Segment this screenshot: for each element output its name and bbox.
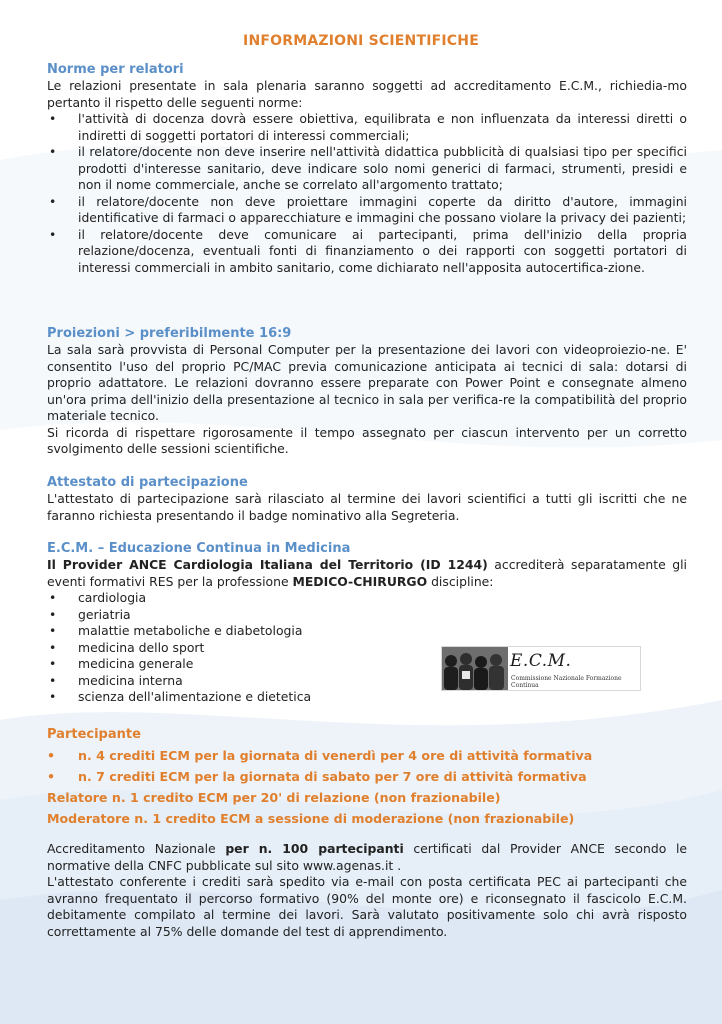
bullet: • [49, 226, 57, 242]
bullet: • [49, 672, 57, 688]
list-item: • malattie metaboliche e diabetologia [49, 623, 303, 638]
bullet: • [49, 193, 57, 209]
bullet: • [49, 144, 57, 159]
relatore-credit: Relatore n. 1 credito ECM per 20' di relazione (non frazionabile) [47, 790, 501, 805]
list-item: • geriatria [49, 606, 131, 622]
page-title: INFORMAZIONI SCIENTIFICHE [243, 33, 479, 49]
proiezioni-para1: La sala sarà provvista di Personal Computer per la presentazione dei lavori con videoproiezio-ne. E' consentito l'uso del proprio PC/MAC previa comunicazione anticipata ai tecnici di sala: dotarsi di proprio adattatore. Le relazioni dovranno essere preparate con Power Point e consegnate almeno un'ora prima dell'inizio della presentazione al tecnico in sala per verifica-re la compatibilità del proprio materiale tecnico. [47, 342, 687, 423]
ecm-logo-text: E.C.M. [510, 651, 572, 671]
list-item: • scienza dell'alimentazione e dietetica [49, 689, 312, 704]
heading-partecipante: Partecipante [47, 727, 141, 742]
bullet: • [49, 689, 57, 704]
bullet: • [49, 590, 57, 605]
section-partecipante [47, 726, 687, 829]
list-item: • cardiologia [49, 590, 147, 605]
bullet: • [49, 111, 57, 126]
credit-item: • n. 7 crediti ECM per la giornata di sabato per 7 ore di attività formativa [47, 766, 687, 787]
bullet: • [49, 606, 57, 622]
bullet: • [47, 769, 56, 784]
list-item: • l'attività di docenza dovrà essere obiettiva, equilibrata e non influenzata da interessi diretti o indiretti di soggetti portatori di interessi commerciali; [49, 111, 687, 143]
proiezioni-para2: Si ricorda di rispettare rigorosamente il tempo assegnato per ciascun intervento per un corretto svolgimento delle sessioni scientifiche. [47, 424, 687, 456]
heading-ecm: E.C.M. – Educazione Continua in Medicina [47, 541, 351, 556]
accreditamento-text: Accreditamento Nazionale per n. 100 partecipanti certificati dal Provider ANCE secondo le normative della CNFC pubblicate sul sito www.agenas.it . [47, 841, 688, 873]
heading-norme: Norme per relatori [47, 62, 184, 77]
norme-list [47, 111, 687, 276]
list-item: • il relatore/docente deve comunicare ai partecipanti, prima dell'inizio della propria relazione/docenza, eventuali fonti di finanziamento o dei rapporti con soggetti portatori di interessi commerciali in ambito sanitario, come dichiarato nell'apposita autocertifica-zione. [49, 226, 687, 275]
accreditamento-para2: L'attestato conferente i crediti sarà spedito via e-mail con posta certificata PEC ai partecipanti che avranno frequentato il percorso formativo (90% del monte ore) e riconsegnato il fascicolo E.C.M. debitamente compilato al termine dei lavori. Sarà valutato positivamente solo chi avrà risposto correttamente al 75% delle domande del test di apprendimento. [47, 874, 687, 939]
section-accreditamento [47, 841, 687, 940]
credit-item: • n. 4 crediti ECM per la giornata di venerdì per 4 ore di attività formativa [47, 745, 687, 766]
list-item: • il relatore/docente non deve proiettare immagini coperte da diritto d'autore, immagini identificative di farmaci o apparecchiature e immagini che possano violare la privacy dei pazienti; [49, 193, 687, 225]
ecm-provider: Il Provider ANCE Cardiologia Italiana del Territorio (ID 1244) accrediterà separatamente gli eventi formativi RES per la professione MEDICO-CHIRURGO discipline: [47, 557, 687, 589]
heading-proiezioni: Proiezioni > preferibilmente 16:9 [47, 326, 292, 341]
list-item: • medicina dello sport [49, 639, 205, 655]
bullet: • [49, 656, 57, 671]
norme-intro: Le relazioni presentate in sala plenaria saranno soggetti ad accreditamento E.C.M., richiedia-mo pertanto il rispetto delle seguenti norme: [47, 78, 687, 110]
section-proiezioni [47, 325, 687, 458]
bullet: • [49, 623, 57, 638]
list-item: • medicina generale [49, 656, 194, 671]
list-item: • il relatore/docente non deve inserire nell'attività didattica pubblicità di qualsiasi tipo per specifici prodotti d'interesse sanitario, deve indicare solo nomi generici di farmaci, strumenti, presidi e non il nome commerciale, anche se correlato all'argomento trattato; [49, 144, 687, 192]
ecm-logo [441, 646, 641, 691]
section-norme [47, 61, 687, 276]
moderatore-credit: Moderatore n. 1 credito ECM a sessione di moderazione (non frazionabile) [47, 811, 575, 826]
people-silhouettes-icon [442, 647, 508, 690]
attestato-text: L'attestato di partecipazione sarà rilasciato al termine dei lavori scientifici a tutti gli iscritti che ne faranno richiesta presentando il badge nominativo alla Segreteria. [47, 491, 687, 523]
ecm-logo-subtext: Commissione Nazionale Formazione Continua [511, 675, 622, 689]
heading-attestato: Attestato di partecipazione [47, 475, 248, 490]
list-item: • medicina interna [49, 672, 183, 688]
section-attestato [47, 474, 687, 524]
bullet: • [49, 639, 57, 655]
bullet: • [47, 748, 56, 763]
